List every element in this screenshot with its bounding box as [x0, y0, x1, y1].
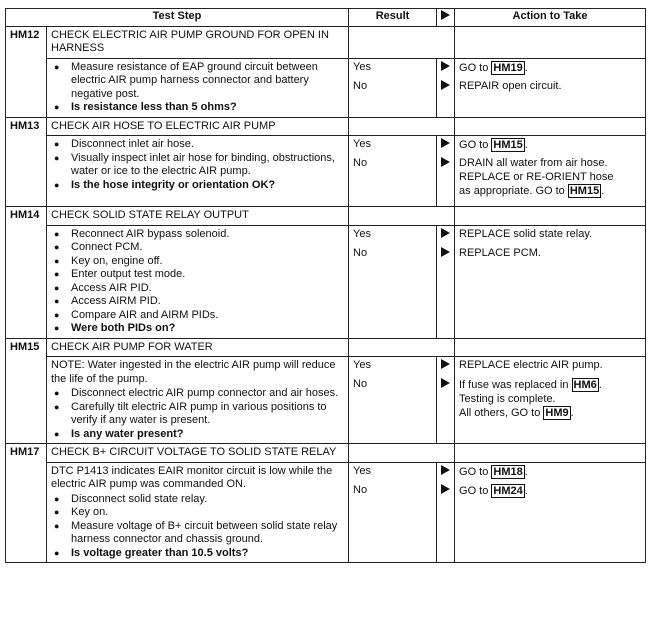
- procedure-item: ● Disconnect inlet air hose.: [51, 138, 344, 152]
- arrow-right-icon: [441, 10, 450, 20]
- step-title: CHECK AIR HOSE TO ELECTRIC AIR PUMP: [47, 117, 349, 136]
- procedure-question: ● Is any water present?: [51, 428, 344, 442]
- procedure-list: [51, 387, 344, 441]
- action-cell: [455, 136, 646, 207]
- step-procedure: [47, 58, 349, 117]
- arrow-right-icon: [441, 484, 450, 494]
- action-text: REPLACE or RE-ORIENT hose: [459, 170, 614, 183]
- action-yes: [459, 359, 641, 378]
- arrow-right-icon: [441, 378, 450, 388]
- action-text: Testing is complete.: [459, 392, 556, 405]
- action-punct: .: [601, 185, 605, 197]
- procedure-question: ● Is the hose integrity or orientation OK?: [51, 179, 344, 193]
- step-number: HM15: [6, 338, 47, 444]
- result-arrow: [441, 484, 450, 503]
- procedure-item: ● Measure resistance of EAP ground circuit between electric AIR pump harness connector and battery negative post.: [51, 61, 344, 102]
- action-yes: [459, 138, 641, 157]
- result-yes: Yes: [353, 227, 371, 240]
- procedure-item: ● Connect PCM.: [51, 241, 344, 255]
- action-text: REPLACE solid state relay.: [459, 227, 593, 240]
- procedure-item: ● Reconnect AIR bypass solenoid.: [51, 228, 344, 242]
- step-reference-link[interactable]: HM15: [493, 139, 523, 151]
- action-line: [459, 61, 641, 76]
- procedure-question: ● Is voltage greater than 10.5 volts?: [51, 547, 344, 561]
- step-title-row: [6, 207, 646, 226]
- arrow-cell: [437, 136, 455, 207]
- header-test-step: Test Step: [6, 9, 349, 27]
- result-no: No: [353, 157, 368, 169]
- arrow-cell: [437, 225, 455, 338]
- result-arrow: [441, 465, 450, 484]
- step-reference-link[interactable]: HM24: [493, 484, 523, 497]
- action-punct: .: [598, 379, 602, 391]
- procedure-list: [51, 493, 344, 561]
- result-yes: Yes: [353, 359, 371, 371]
- action-line: [459, 138, 641, 153]
- arrow-right-icon: [441, 359, 450, 369]
- step-body-row: [6, 58, 646, 117]
- action-line: [459, 228, 641, 242]
- step-reference-link[interactable]: HM15: [569, 185, 600, 197]
- action-text: GO to: [459, 465, 492, 478]
- action-no: [459, 247, 641, 266]
- step-number: HM12: [6, 26, 47, 117]
- procedure-item: ● Measure voltage of B+ circuit between solid state relay harness connector and chassis ground.: [51, 520, 344, 547]
- header-result: Result: [349, 9, 437, 27]
- step-number: HM14: [6, 207, 47, 339]
- action-spacer: [455, 444, 646, 463]
- step-body-row: [6, 357, 646, 444]
- action-text: All others, GO to: [459, 407, 544, 419]
- step-procedure: [47, 225, 349, 338]
- step-note: NOTE: Water ingested in the electric AIR pump will reduce the life of the pump.: [51, 359, 336, 385]
- action-text: REPAIR open circuit.: [459, 79, 562, 92]
- action-cell: [455, 225, 646, 338]
- arrow-right-icon: [441, 465, 450, 475]
- result-no: No: [353, 378, 368, 390]
- action-punct: .: [524, 465, 528, 478]
- step-body-row: [6, 225, 646, 338]
- result-yes: Yes: [353, 464, 371, 477]
- action-no: [459, 378, 641, 425]
- procedure-item: ● Access AIRM PID.: [51, 295, 344, 309]
- action-line: [459, 171, 641, 185]
- procedure-item: ● Compare AIR and AIRM PIDs.: [51, 309, 344, 323]
- action-text: REPLACE PCM.: [459, 246, 541, 259]
- action-spacer: [455, 117, 646, 136]
- step-title: CHECK B+ CIRCUIT VOLTAGE TO SOLID STATE RELAY: [47, 444, 349, 463]
- result-spacer: [349, 207, 455, 226]
- action-line: [459, 393, 641, 407]
- result-arrow: [441, 80, 450, 99]
- action-yes: [459, 228, 641, 247]
- procedure-list: [51, 138, 344, 192]
- result-spacer: [349, 26, 455, 58]
- procedure-item: ● Visually inspect inlet air hose for binding, obstructions, water or ice to the electric AIR pump.: [51, 152, 344, 179]
- result-cell: [349, 58, 437, 117]
- result-spacer: [349, 444, 455, 463]
- action-cell: [455, 58, 646, 117]
- action-text: GO to: [459, 139, 492, 151]
- procedure-item: ● Access AIR PID.: [51, 282, 344, 296]
- result-arrow: [441, 247, 450, 266]
- result-arrow: [441, 378, 450, 425]
- arrow-cell: [437, 357, 455, 444]
- action-cell: [455, 357, 646, 444]
- action-line: [459, 247, 641, 261]
- step-reference-link[interactable]: HM19: [493, 61, 523, 74]
- action-yes: [459, 61, 641, 80]
- header-row: [6, 9, 646, 27]
- step-procedure: [47, 136, 349, 207]
- result-spacer: [349, 338, 455, 357]
- result-arrow: [441, 359, 450, 378]
- action-spacer: [455, 207, 646, 226]
- step-reference-link[interactable]: HM18: [493, 465, 523, 478]
- result-yes: Yes: [353, 60, 371, 73]
- step-body-row: [6, 462, 646, 563]
- action-no: [459, 80, 641, 99]
- result-yes: Yes: [353, 138, 371, 150]
- result-cell: [349, 357, 437, 444]
- action-line: [459, 484, 641, 499]
- action-text: GO to: [459, 484, 492, 497]
- step-reference-link[interactable]: HM9: [545, 407, 569, 419]
- result-cell: [349, 225, 437, 338]
- procedure-list: [51, 61, 344, 115]
- procedure-list: [51, 228, 344, 336]
- arrow-right-icon: [441, 247, 450, 257]
- action-line: [459, 378, 641, 393]
- header-arrow: [437, 9, 455, 27]
- result-cell: [349, 136, 437, 207]
- action-spacer: [455, 338, 646, 357]
- step-reference-link[interactable]: HM6: [573, 379, 597, 391]
- result-arrow: [441, 228, 450, 247]
- result-cell: [349, 462, 437, 563]
- action-line: [459, 157, 641, 171]
- step-number: HM17: [6, 444, 47, 563]
- action-text: DRAIN all water from air hose.: [459, 157, 608, 169]
- action-no: [459, 157, 641, 204]
- arrow-right-icon: [441, 138, 450, 148]
- procedure-item: ● Disconnect electric AIR pump connector and air hoses.: [51, 387, 344, 401]
- result-arrow: [441, 61, 450, 80]
- action-line: [459, 406, 641, 421]
- action-text: as appropriate. GO to: [459, 185, 568, 197]
- action-text: GO to: [459, 61, 492, 74]
- arrow-right-icon: [441, 61, 450, 71]
- result-no: No: [353, 79, 368, 92]
- step-procedure: [47, 462, 349, 563]
- result-arrow: [441, 157, 450, 204]
- action-punct: .: [570, 407, 574, 419]
- step-title-row: [6, 444, 646, 463]
- arrow-cell: [437, 462, 455, 563]
- step-procedure: [47, 357, 349, 444]
- procedure-item: ● Key on, engine off.: [51, 255, 344, 269]
- action-cell: [455, 462, 646, 563]
- diagnostic-table: [5, 8, 646, 563]
- arrow-cell: [437, 58, 455, 117]
- header-action: Action to Take: [455, 9, 646, 27]
- step-title-row: [6, 26, 646, 58]
- action-line: [459, 80, 641, 94]
- result-no: No: [353, 483, 368, 496]
- action-text: If fuse was replaced in: [459, 379, 572, 391]
- action-no: [459, 484, 641, 503]
- arrow-right-icon: [441, 228, 450, 238]
- step-note: DTC P1413 indicates EAIR monitor circuit is low while the electric AIR pump was commanded ON.: [51, 464, 333, 490]
- procedure-question: ● Were both PIDs on?: [51, 322, 344, 336]
- step-title: CHECK SOLID STATE RELAY OUTPUT: [47, 207, 349, 226]
- procedure-item: ● Key on.: [51, 506, 344, 520]
- step-title: CHECK AIR PUMP FOR WATER: [47, 338, 349, 357]
- action-punct: .: [524, 484, 528, 497]
- steps-body: [6, 26, 646, 563]
- action-punct: .: [524, 61, 528, 74]
- result-no: No: [353, 246, 368, 259]
- step-number: HM13: [6, 117, 47, 207]
- action-text: REPLACE electric AIR pump.: [459, 359, 603, 371]
- action-line: [459, 359, 641, 373]
- action-spacer: [455, 26, 646, 58]
- arrow-right-icon: [441, 157, 450, 167]
- arrow-right-icon: [441, 80, 450, 90]
- step-body-row: [6, 136, 646, 207]
- step-title: CHECK ELECTRIC AIR PUMP GROUND FOR OPEN IN HARNESS: [47, 26, 349, 58]
- procedure-item: ● Carefully tilt electric AIR pump in various positions to verify if any water is present.: [51, 401, 344, 428]
- result-spacer: [349, 117, 455, 136]
- action-line: [459, 184, 641, 199]
- action-yes: [459, 465, 641, 484]
- action-punct: .: [524, 139, 528, 151]
- procedure-item: ● Disconnect solid state relay.: [51, 493, 344, 507]
- action-line: [459, 465, 641, 480]
- procedure-question: ● Is resistance less than 5 ohms?: [51, 101, 344, 115]
- step-title-row: [6, 117, 646, 136]
- step-title-row: [6, 338, 646, 357]
- result-arrow: [441, 138, 450, 157]
- procedure-item: ● Enter output test mode.: [51, 268, 344, 282]
